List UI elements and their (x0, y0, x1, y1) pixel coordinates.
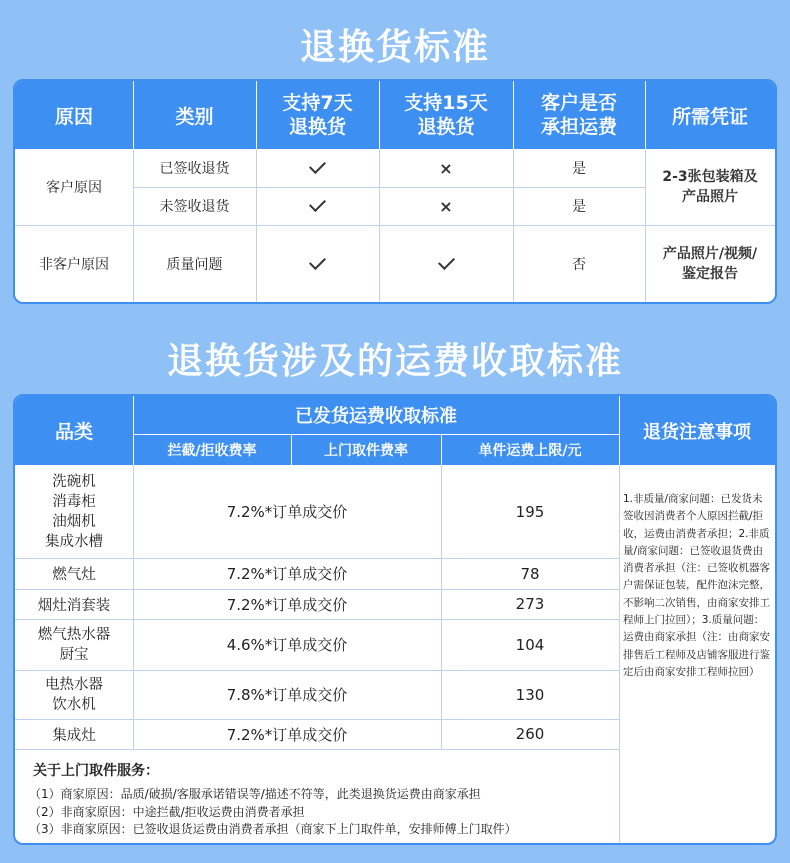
check-icon (256, 149, 379, 187)
table-row-category: 电热水器 饮水机 (45, 676, 103, 713)
reason-non-customer: 非客户原因 (39, 256, 109, 273)
evidence-non-customer: 产品照片/视频/ 鉴定报告 (662, 245, 758, 282)
cross-icon: × (439, 158, 453, 178)
header-15day: 支持15天 退换货 (379, 81, 513, 149)
table-row-category: 燃气热水器 厨宝 (37, 626, 111, 663)
header-return-notes: 退货注意事项 (619, 396, 775, 465)
table-row-cap: 195 (515, 502, 545, 521)
check-icon (256, 187, 379, 225)
pickup-service-title: 关于上门取件服务： (33, 763, 159, 779)
table-row-cap: 260 (515, 725, 545, 743)
table-row-rate: 7.2%*订单成交价 (226, 503, 348, 521)
table-row-rate: 4.6%*订单成交价 (226, 636, 348, 654)
return-notes-text: 1.非质量/商家问题：已发货未签收因消费者个人原因拦截/拒收，运费由消费者承担；2.非质量/商家问题：已签收退货费由消费者承担（注：已签收机器客户需保证包装，配件泡沫完整，不影响二次销售，由商家安排工程师上门拉回）；3.质量问题：运费由商家承担（注：由商家安排售后工程师及店铺客服进行鉴定后由商家安排工程师拉回） (623, 493, 770, 678)
header-shipped-freight: 已发货运费收取标准 (133, 396, 619, 434)
table-row-category: 洗碗机 消毒柜 油烟机 集成水槽 (45, 473, 103, 550)
table-row-cap: 273 (515, 595, 545, 613)
header-category: 类别 (133, 81, 256, 149)
pickup-service-item: （1）商家原因：品质/破损/客服承诺错误等/描述不符等，此类退换货运费由商家承担 (29, 787, 481, 801)
table-row-rate: 7.2%*订单成交价 (226, 565, 348, 583)
freight-value: 是 (572, 199, 586, 215)
header-7day: 支持7天 退换货 (256, 81, 379, 149)
subheader-freight-cap: 单件运费上限/元 (441, 434, 619, 465)
freight-value: 是 (572, 161, 586, 177)
header-freight: 客户是否 承担运费 (513, 81, 645, 149)
table-row-cap: 130 (515, 685, 545, 704)
check-icon (256, 225, 379, 302)
check-icon (379, 225, 513, 302)
table-row-rate: 7.2%*订单成交价 (226, 595, 348, 614)
return-standard-table (13, 79, 777, 304)
table-row-rate: 7.8%*订单成交价 (226, 686, 348, 704)
table-row-cap: 78 (520, 564, 540, 583)
pickup-service-item: （2）非商家原因：中途拦截/拒收运费由消费者承担 (29, 805, 305, 819)
header-evidence: 所需凭证 (645, 81, 775, 149)
table-row-cap: 104 (515, 635, 545, 654)
cross-icon: × (439, 196, 453, 216)
table-row-category: 集成灶 (52, 727, 96, 744)
subheader-reject-rate: 拦截/拒收费率 (133, 434, 291, 465)
freight-standard-title: 退换货涉及的运费收取标准 (166, 341, 623, 382)
header-product-category: 品类 (15, 396, 133, 465)
evidence-customer: 2-3张包装箱及 产品照片 (662, 169, 758, 205)
freight-value: 否 (572, 256, 586, 273)
return-exchange-title: 退换货标准 (299, 27, 490, 68)
category-quality: 质量问题 (166, 256, 223, 273)
category-unsigned-return: 未签收退货 (159, 199, 230, 215)
category-signed-return: 已签收退货 (159, 161, 230, 177)
reason-customer: 客户原因 (46, 180, 102, 196)
table-row-category: 烟灶消套装 (37, 597, 111, 614)
table-row-category: 燃气灶 (52, 567, 96, 583)
subheader-pickup-rate: 上门取件费率 (291, 434, 441, 465)
table-row-rate: 7.2%*订单成交价 (226, 725, 348, 744)
header-reason: 原因 (15, 81, 133, 149)
freight-standard-table (13, 394, 777, 845)
pickup-service-item: （3）非商家原因：已签收退货运费由消费者承担（商家下上门取件单，安排师傅上门取件） (29, 822, 517, 836)
